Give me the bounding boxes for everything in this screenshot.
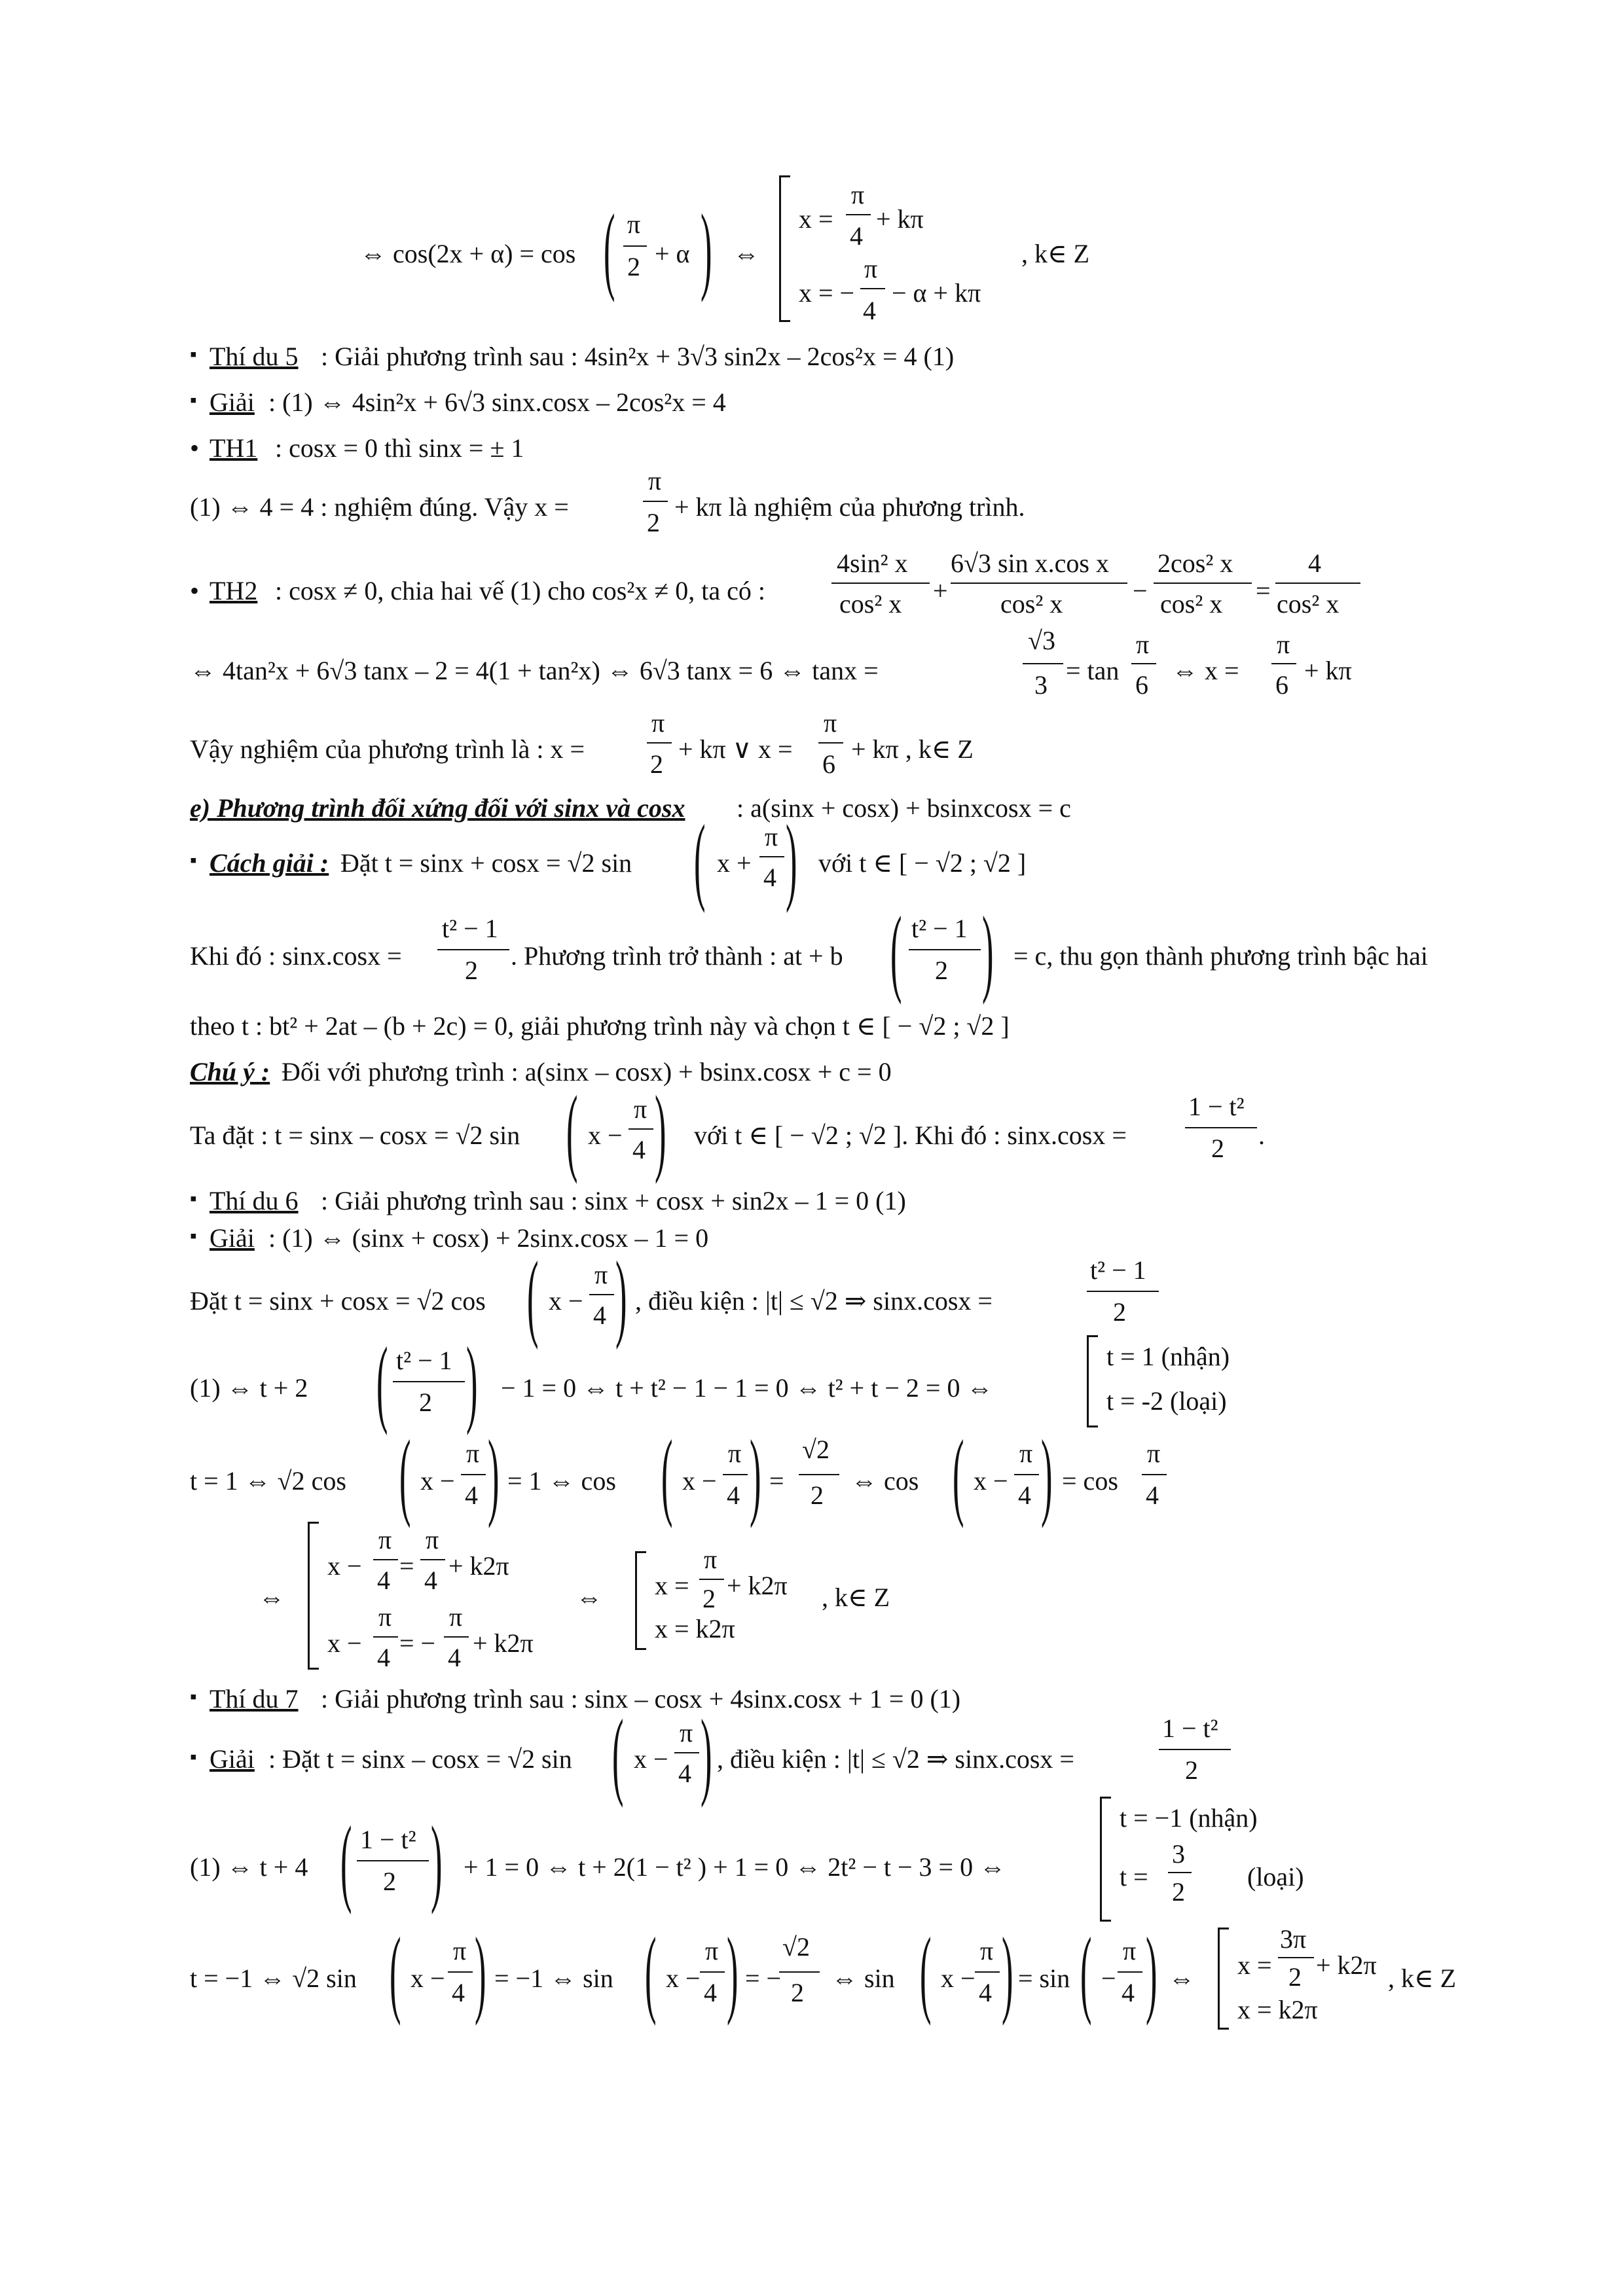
fraction-bar xyxy=(623,245,647,247)
text: = c, thu gọn thành phương trình bậc hai xyxy=(1013,941,1429,971)
case-label: TH2 xyxy=(210,576,258,605)
fraction-den: cos² x xyxy=(1000,589,1063,619)
fraction-bar xyxy=(1014,1474,1039,1475)
case-label: TH1 xyxy=(210,433,258,463)
paren: ) xyxy=(701,194,712,303)
bullet: • xyxy=(190,433,200,463)
paren: ( xyxy=(953,1420,964,1529)
fraction-den: 4 xyxy=(1018,1480,1031,1510)
fraction-num: π xyxy=(1277,630,1290,659)
paren: ) xyxy=(615,1242,627,1350)
fraction-bar xyxy=(975,1971,1000,1973)
paren: ) xyxy=(982,897,994,1005)
fraction-den: 4 xyxy=(763,863,776,892)
text: + k2π xyxy=(1316,1950,1377,1980)
text: Đặt t = sinx + cosx = √2 cos xyxy=(190,1286,486,1316)
fraction-bar xyxy=(461,1474,486,1475)
fraction-num: 6√3 sin x.cos x xyxy=(951,548,1109,578)
text: x = xyxy=(655,1571,689,1600)
text: Ta đặt : t = sinx – cosx = √2 sin xyxy=(190,1121,520,1150)
text: + k2π xyxy=(727,1571,788,1600)
fraction-den: 4 xyxy=(979,1978,992,2007)
text: : cosx = 0 thì sinx = ± 1 xyxy=(275,433,524,463)
fraction-num: π xyxy=(449,1602,463,1632)
fraction-num: π xyxy=(728,1439,742,1468)
fraction-num: π xyxy=(651,708,665,738)
text: + kπ xyxy=(1304,656,1352,685)
fraction-den: 4 xyxy=(678,1759,691,1788)
text: x = k2π xyxy=(1237,1995,1318,2024)
fraction-den: 2 xyxy=(1185,1755,1198,1785)
fraction-bar xyxy=(589,1294,614,1295)
fraction-den: 6 xyxy=(822,749,835,779)
fraction-bar xyxy=(448,1971,473,1973)
fraction-bar xyxy=(1023,663,1063,664)
text: Vậy nghiệm của phương trình là : x = xyxy=(190,734,585,764)
fraction-bar xyxy=(1159,1749,1231,1750)
fraction-bar xyxy=(1142,1474,1167,1475)
text: ⇔ 4tan²x + 6√3 tanx – 2 = 4(1 + tan²x) ⇔ 6√3 tanx = 6 ⇔ tanx = xyxy=(190,656,879,685)
fraction-den: 4 xyxy=(465,1480,478,1510)
text: . Phương trình trở thành : at + b xyxy=(511,941,843,971)
text: x − xyxy=(549,1286,583,1316)
text: t = xyxy=(1120,1862,1148,1892)
text: theo t : bt² + 2at – (b + 2c) = 0, giải phương trình này và chọn t ∈ [ − √2 ; √2 ] xyxy=(190,1011,1010,1041)
fraction-num: 4sin² x xyxy=(837,548,908,578)
bullet: ▪ xyxy=(190,344,197,365)
fraction-bar xyxy=(1118,1971,1142,1973)
fraction-num: π xyxy=(634,1094,647,1124)
fraction-num: 4 xyxy=(1308,548,1321,578)
fraction-num: π xyxy=(1147,1439,1161,1468)
fraction-num: π xyxy=(594,1260,608,1289)
fraction-den: 4 xyxy=(850,221,863,251)
text: t = −1 ⇔ √2 sin xyxy=(190,1964,357,1993)
text: ⇔ x = xyxy=(1172,656,1239,685)
fraction-num: π xyxy=(851,180,865,209)
fraction-den: 4 xyxy=(1146,1480,1159,1510)
text: − xyxy=(1101,1964,1116,1993)
paren: ( xyxy=(399,1420,411,1529)
fraction-num: t² − 1 xyxy=(442,914,498,943)
text: ⇔ xyxy=(576,1583,602,1612)
fraction-bar xyxy=(860,288,885,289)
text: : Giải phương trình sau : 4sin²x + 3√3 sin2x – 2cos²x = 4 (1) xyxy=(321,342,955,371)
fraction-num: π xyxy=(1136,630,1150,659)
fraction-num: 3π xyxy=(1280,1924,1307,1954)
text: t = 1 (nhận) xyxy=(1106,1342,1230,1371)
fraction-bar xyxy=(909,949,981,950)
fraction-bar xyxy=(846,214,871,215)
bullet: ▪ xyxy=(190,1188,197,1210)
text: , k∈ Z xyxy=(822,1583,890,1612)
example-label: Thí du 6 xyxy=(210,1186,299,1215)
fraction-den: 2 xyxy=(419,1388,432,1417)
paren: ) xyxy=(655,1076,666,1185)
paren: ( xyxy=(661,1420,673,1529)
text: ⇔ sin xyxy=(831,1964,895,1993)
fraction-bar xyxy=(699,1579,724,1580)
text: ⇔ cos(2x + α) = cos xyxy=(360,239,576,268)
text: = 1 ⇔ cos xyxy=(507,1466,616,1496)
fraction-den: 4 xyxy=(452,1978,465,2007)
fraction-bar xyxy=(1185,1127,1257,1128)
fraction-bar xyxy=(647,742,672,744)
text: (1) ⇔ t + 4 xyxy=(190,1852,308,1882)
text: x − xyxy=(941,1964,976,1993)
paren: ( xyxy=(920,1918,932,2026)
text: t = 1 ⇔ √2 cos xyxy=(190,1466,346,1496)
text: − α + kπ xyxy=(892,278,981,308)
fraction-num: 1 − t² xyxy=(1188,1092,1245,1121)
text: , điều kiện : |t| ≤ √2 ⇒ sinx.cosx = xyxy=(635,1286,993,1316)
fraction-bar xyxy=(831,583,930,584)
bullet: ▪ xyxy=(190,389,197,411)
fraction-num: π xyxy=(1123,1936,1137,1965)
fraction-num: π xyxy=(864,254,878,283)
fraction-bar xyxy=(723,1474,748,1475)
solution-label: Giải xyxy=(210,387,255,417)
paren: ) xyxy=(727,1918,739,2026)
text: = − xyxy=(745,1964,782,1993)
fraction-num: π xyxy=(426,1525,439,1554)
text: ⇔ xyxy=(1169,1964,1195,1993)
bullet: ▪ xyxy=(190,1746,197,1768)
fraction-num: 1 − t² xyxy=(1162,1713,1218,1743)
fraction-num: t² − 1 xyxy=(396,1346,452,1375)
text: = −1 ⇔ sin xyxy=(494,1964,613,1993)
paren: ( xyxy=(612,1700,624,1808)
text: x = k2π xyxy=(655,1614,735,1643)
text: + k2π xyxy=(448,1551,509,1581)
text: , k∈ Z xyxy=(1021,239,1090,268)
text: ⇔ xyxy=(259,1583,285,1612)
text: = xyxy=(399,1551,414,1581)
fraction-bar xyxy=(951,583,1127,584)
fraction-bar xyxy=(674,1752,699,1753)
text: − 1 = 0 ⇔ t + t² − 1 − 1 = 0 ⇔ t² + t − 2 = 0 ⇔ xyxy=(501,1373,993,1403)
bullet: ▪ xyxy=(190,850,197,871)
text: + k2π xyxy=(473,1628,534,1658)
fraction-bar xyxy=(1154,583,1252,584)
fraction-num: √2 xyxy=(782,1932,810,1962)
text: x − xyxy=(327,1628,362,1658)
paren: ( xyxy=(604,194,615,303)
text: : cosx ≠ 0, chia hai vế (1) cho cos²x ≠ 0, ta có : xyxy=(275,576,766,605)
fraction-bar xyxy=(700,1971,725,1973)
text: + α xyxy=(655,239,690,268)
fraction-num: √3 xyxy=(1028,626,1055,655)
fraction-num: π xyxy=(648,466,662,495)
text: t = -2 (loại) xyxy=(1106,1386,1227,1416)
text: : (1) ⇔ (sinx + cosx) + 2sinx.cosx – 1 = 0 xyxy=(268,1223,709,1253)
paren: ( xyxy=(390,1918,401,2026)
fraction-bar xyxy=(1087,1291,1159,1292)
text: x − xyxy=(682,1466,717,1496)
fraction-den: 2 xyxy=(935,956,948,985)
note-label: Chú ý : xyxy=(190,1057,270,1086)
text: với t ∈ [ − √2 ; √2 ] xyxy=(818,848,1027,878)
paren: ( xyxy=(1080,1918,1092,2026)
text: x − xyxy=(974,1466,1008,1496)
fraction-den: 2 xyxy=(650,749,663,779)
text: , k∈ Z xyxy=(1388,1964,1457,1993)
text: : a(sinx + cosx) + bsinxcosx = c xyxy=(737,793,1071,823)
fraction-bar xyxy=(799,1474,839,1475)
fraction-num: t² − 1 xyxy=(911,914,968,943)
text: x = xyxy=(1237,1950,1272,1980)
text: = − xyxy=(399,1628,436,1658)
fraction-num: 2cos² x xyxy=(1158,548,1233,578)
paren: ) xyxy=(1002,1918,1013,2026)
fraction-num: π xyxy=(680,1718,693,1748)
text: = xyxy=(769,1466,784,1496)
fraction-num: 1 − t² xyxy=(360,1825,416,1854)
text: : Đặt t = sinx – cosx = √2 sin xyxy=(268,1744,572,1774)
method-label: Cách giải : xyxy=(210,848,329,878)
paren: ) xyxy=(431,1806,443,1915)
fraction-den: 4 xyxy=(448,1643,461,1672)
fraction-bar xyxy=(818,742,843,744)
fraction-den: 2 xyxy=(1288,1962,1302,1992)
paren: ( xyxy=(376,1327,388,1436)
text: = tan xyxy=(1066,656,1120,685)
fraction-bar xyxy=(1278,1957,1314,1958)
fraction-num: 3 xyxy=(1172,1839,1185,1869)
text: + kπ xyxy=(876,204,924,234)
text: (1) ⇔ t + 2 xyxy=(190,1373,308,1403)
text: x − xyxy=(634,1744,668,1774)
fraction-den: 4 xyxy=(1122,1978,1135,2007)
text: ⇔ cos xyxy=(851,1466,919,1496)
text: = cos xyxy=(1062,1466,1118,1496)
fraction-den: 4 xyxy=(377,1643,390,1672)
text: = xyxy=(1256,576,1271,605)
fraction-bar xyxy=(643,501,668,502)
paren: ) xyxy=(475,1918,486,2026)
fraction-num: √2 xyxy=(802,1435,830,1464)
paren: ) xyxy=(1041,1420,1053,1529)
text: + kπ là nghiệm của phương trình. xyxy=(674,492,1025,522)
fraction-den: 6 xyxy=(1135,670,1148,700)
paren: ) xyxy=(701,1700,712,1808)
text: + kπ ∨ x = xyxy=(678,734,793,764)
fraction-den: 4 xyxy=(727,1480,740,1510)
paren: ) xyxy=(488,1420,500,1529)
text: : Giải phương trình sau : sinx – cosx + 4sinx.cosx + 1 = 0 (1) xyxy=(321,1684,961,1713)
paren: ) xyxy=(786,805,797,914)
solution-bracket xyxy=(1218,1928,1229,2030)
example-label: Thí du 5 xyxy=(210,342,299,371)
text: Khi đó : sinx.cosx = xyxy=(190,941,402,971)
text: với t ∈ [ − √2 ; √2 ]. Khi đó : sinx.cosx = xyxy=(694,1121,1127,1150)
fraction-num: π xyxy=(466,1439,480,1468)
text: (loại) xyxy=(1247,1862,1304,1892)
solution-label: Giải xyxy=(210,1223,255,1253)
solution-label: Giải xyxy=(210,1744,255,1774)
fraction-num: π xyxy=(378,1602,392,1632)
fraction-bar xyxy=(629,1128,653,1130)
fraction-den: 4 xyxy=(424,1566,437,1595)
fraction-den: cos² x xyxy=(1277,589,1340,619)
fraction-bar xyxy=(357,1860,429,1861)
paren: ) xyxy=(750,1420,761,1529)
paren: ( xyxy=(527,1242,539,1350)
fraction-num: π xyxy=(627,209,641,239)
fraction-bar xyxy=(1168,1872,1192,1873)
fraction-num: π xyxy=(1019,1439,1033,1468)
paren: ) xyxy=(1146,1918,1158,2026)
text: x = xyxy=(799,204,833,234)
fraction-bar xyxy=(373,1559,398,1560)
fraction-num: π xyxy=(704,1545,718,1574)
solution-bracket xyxy=(1100,1797,1111,1922)
paren: ( xyxy=(890,897,902,1005)
bullet: • xyxy=(190,576,200,605)
text: + 1 = 0 ⇔ t + 2(1 − t² ) + 1 = 0 ⇔ 2t² − t − 3 = 0 ⇔ xyxy=(464,1852,1006,1882)
text: x − xyxy=(666,1964,701,1993)
text: : (1) ⇔ 4sin²x + 6√3 sinx.cosx – 2cos²x = 4 xyxy=(268,387,726,417)
text: Đối với phương trình : a(sinx – cosx) + bsinx.cosx + c = 0 xyxy=(282,1057,892,1086)
text: Đặt t = sinx + cosx = √2 sin xyxy=(340,848,632,878)
text: = sin xyxy=(1018,1964,1070,1993)
fraction-den: 2 xyxy=(702,1584,716,1613)
paren: ( xyxy=(566,1076,578,1185)
fraction-bar xyxy=(393,1381,465,1382)
fraction-den: 2 xyxy=(383,1867,396,1896)
fraction-den: 2 xyxy=(627,252,640,281)
fraction-den: cos² x xyxy=(839,589,902,619)
paren: ( xyxy=(694,805,706,914)
fraction-den: 4 xyxy=(863,296,876,325)
fraction-num: π xyxy=(453,1936,467,1965)
bullet: ▪ xyxy=(190,1686,197,1708)
fraction-bar xyxy=(779,1971,820,1973)
paren: ( xyxy=(645,1918,657,2026)
text: : Giải phương trình sau : sinx + cosx + sin2x – 1 = 0 (1) xyxy=(321,1186,906,1215)
text: + xyxy=(933,576,948,605)
solution-bracket xyxy=(635,1551,646,1650)
fraction-den: 4 xyxy=(632,1135,646,1164)
solution-bracket xyxy=(779,175,790,322)
text: x = − xyxy=(799,278,855,308)
fraction-bar xyxy=(759,856,784,857)
example-label: Thí du 7 xyxy=(210,1684,299,1713)
fraction-den: 2 xyxy=(1172,1877,1185,1907)
text: x + xyxy=(717,848,752,878)
solution-bracket xyxy=(308,1522,319,1670)
fraction-den: 4 xyxy=(593,1300,606,1330)
fraction-bar xyxy=(444,1636,469,1638)
fraction-bar xyxy=(420,1559,445,1560)
solution-bracket xyxy=(1087,1335,1098,1427)
section-heading: e) Phương trình đối xứng đối với sinx và cosx xyxy=(190,793,685,823)
fraction-num: π xyxy=(980,1936,994,1965)
fraction-den: 2 xyxy=(647,508,660,537)
text: . xyxy=(1258,1121,1265,1150)
fraction-bar xyxy=(373,1636,398,1638)
text: , điều kiện : |t| ≤ √2 ⇒ sinx.cosx = xyxy=(717,1744,1074,1774)
text: + kπ , k∈ Z xyxy=(851,734,974,764)
text: t = −1 (nhận) xyxy=(1120,1803,1258,1833)
fraction-den: 2 xyxy=(1113,1297,1126,1327)
fraction-num: π xyxy=(378,1525,392,1554)
text: − xyxy=(1133,576,1148,605)
paren: ( xyxy=(340,1806,352,1915)
fraction-num: t² − 1 xyxy=(1090,1255,1146,1285)
fraction-den: 6 xyxy=(1275,670,1288,700)
fraction-den: 2 xyxy=(1211,1134,1224,1163)
fraction-den: 3 xyxy=(1034,670,1048,700)
fraction-den: 2 xyxy=(465,956,478,985)
fraction-bar xyxy=(1275,583,1360,584)
fraction-bar xyxy=(437,949,509,950)
fraction-bar xyxy=(1131,663,1156,664)
fraction-bar xyxy=(1271,663,1296,664)
bullet: ▪ xyxy=(190,1225,197,1247)
fraction-den: 2 xyxy=(791,1978,804,2007)
text: x − xyxy=(588,1121,623,1150)
fraction-num: π xyxy=(824,708,837,738)
fraction-num: π xyxy=(765,822,778,852)
text: x − xyxy=(410,1964,445,1993)
fraction-den: 2 xyxy=(811,1480,824,1510)
text: x − xyxy=(420,1466,455,1496)
text: ⇔ xyxy=(733,239,759,268)
fraction-den: 4 xyxy=(704,1978,717,2007)
fraction-den: cos² x xyxy=(1160,589,1223,619)
fraction-den: 4 xyxy=(377,1566,390,1595)
paren: ) xyxy=(466,1327,478,1436)
fraction-num: π xyxy=(705,1936,719,1965)
text: x − xyxy=(327,1551,362,1581)
text: (1) ⇔ 4 = 4 : nghiệm đúng. Vậy x = xyxy=(190,492,569,522)
